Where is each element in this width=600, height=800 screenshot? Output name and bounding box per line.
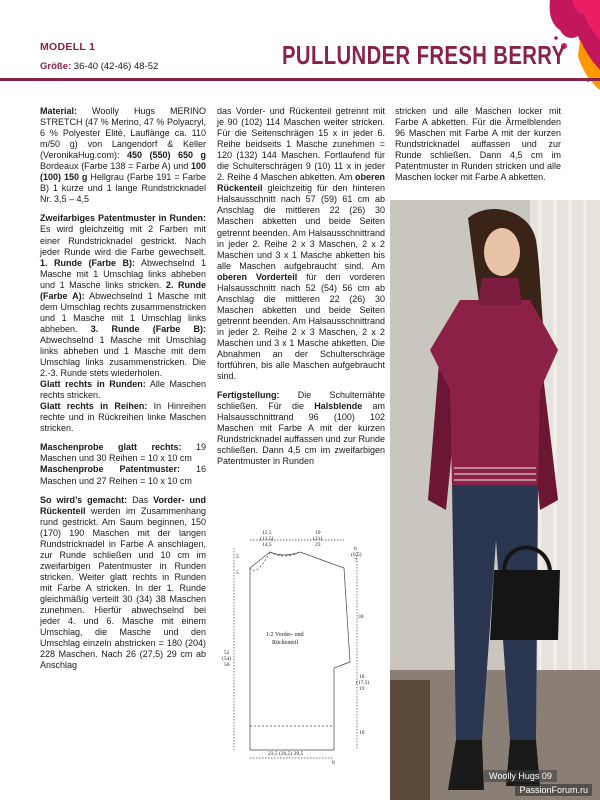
round-2-text: Abwechselnd 1 Masche mit dem Umschlag rechts zusammenstricken und 1 Masche mit 1 Umschlag links abheben. [40,290,206,334]
gauge-1-text: 19 Maschen und 30 Reihen = 10 x 10 cm [40,442,206,464]
dim-left-5a: 5 [236,554,239,560]
face [484,228,520,276]
finishing-heading: Fertigstellung: [217,390,280,401]
round-1-text: Abwechselnd 1 Masche mit 1 Umschlag links abheben und 1 Masche links stricken. [40,257,206,290]
material-text-2: Bordeaux (Farbe 138 = Farbe A) und [40,161,191,172]
instructions-continued-1: das Vorder- und Rückenteil getrennt mit je 90 (102) 114 Maschen weiter stricken. Für die Seitenschrägen 15 x in jeder 6. Reihe beidseits 1 Masche zunehmen = 120 (132) 144 Maschen. Fortlaufend für die Schulterschrägen 9 (10) 11 x in jeder 2. Reihe 4 Maschen abketten. Am [217,106,385,183]
size-label: Größe: [40,61,72,72]
pattern-heading: Zweifarbiges Patentmuster in Runden: [40,213,206,224]
round-3-heading: 3. Runde (Farbe B): [90,323,206,334]
dim-top-right-2: (21) [313,536,323,542]
dim-left-52-1: 52 [224,650,230,656]
size-value: 36-40 (42-46) 48-52 [71,61,159,72]
finishing-text-2: am Halsausschnittrand 96 (100) 102 Maschen mit Farbe A mit der kurzen Rundstricknadel auffassen und zur Runde schließen. Dann 4,5 cm im zweifarbigen Patentmuster in Runden [217,401,385,467]
dim-right-16-1: 16 [359,674,365,680]
dim-top-right-3: 23 [315,542,321,548]
material-amount-b: 100 (100) 150 g [40,161,206,183]
material-heading: Material: [40,106,78,116]
handbag [490,570,560,640]
schematic-back-neck [270,552,300,556]
material-amount-a: 450 (550) 650 g [127,150,206,161]
schematic-outline [250,552,350,750]
dim-left-52-2: (54) [222,656,232,662]
text-column-1 [40,106,206,679]
instructions-text: werden im Zusammenhang rund gestrickt. Am Saum beginnen, 150 (170) 190 Maschen mit der langen Rundstricknadel in Farbe A anschlagen, zur Runde schließen und 10 cm im zweifarbigen Patentmuster in Runden stricken. Weiter glatt rechts in Runden mit Farbe A stricken. In der 1. Runde gleichmäßig verteilt 30 (34) 38 Maschen zunehmen. Hierfür abwechselnd bei jeder 4. und 6. Masche mit einem Umschlag, die Masche und den Umschlag einzeln abstricken = 180 (204) 228 Maschen. Nach 26 (27,5) 29 cm ab Anschlag [40,505,206,671]
instructions-continued-3: für den vorderen Halsausschnitt nach 52 (54) 56 cm ab Anschlag die mittleren 22 (26) 30 Maschen abketten und beide Seiten getrennt beenden. Am Halsausschnittrand in jeder 2. Reihe 2 x 3 Maschen, 2 x 2 Maschen und 3 x 1 Masche abketten. Die Abnahmen an der Schulterschräge fortführen, bis alle Maschen aufgebraucht sind. [217,271,385,382]
knitting-schematic [222,528,372,768]
dim-bottom-8: 8 [332,760,335,766]
model-number: MODELL 1 [40,41,96,53]
dim-right-6-3: 7 [354,558,357,564]
gauge-2-text: 16 Maschen und 27 Reihen = 10 x 10 cm [40,464,207,486]
gauge-1-heading: Maschenprobe glatt rechts: [40,442,182,453]
dim-top-left-1: 12,5 [262,530,272,536]
dim-left-5b: 5 [236,570,239,576]
dim-right-10: 10 [359,730,365,736]
dim-right-30: 30 [358,614,364,620]
upper-front-heading: oberen Vorderteil [217,271,298,282]
dim-right-6-1: 6 [354,546,357,552]
schematic-label-1: 1/2 Vorder- und [266,632,304,638]
finishing-text-3: stricken und alle Maschen locker mit Farbe A abketten. Für die Ärmelblenden 96 Maschen mit Farbe A mit der kurzen Rundstricknadel auffassen und zur Runde schließen. Dann 4,5 cm im Patentmuster in Runden stricken und alle Maschen locker mit Farbe A abketten. [395,106,561,183]
stockinette-rounds-text: Alle Maschen rechts stricken. [40,379,206,401]
model-photo [390,200,600,800]
header-rule [0,78,600,81]
footer-brand: Woolly Hugs 09 [484,770,557,782]
dim-top-right-1: 19 [315,530,321,536]
dim-top-left-3: 14,5 [262,542,272,548]
footer-site: PassionForum.ru [515,784,592,796]
pattern-text: Es wird gleichzeitig mit 2 Farben mit einer Rundstricknadel gestrickt. Nach jeder Runde wird die Farbe gewechselt. [40,224,206,257]
round-3-text: Abwechselnd 1 Masche mit Umschlag links abheben und 1 Masche mit dem Umschlag links zusammenstricken. Die 2.-3. Runde stets wiederholen. [40,334,206,379]
instructions-connector: Das [127,494,154,505]
round-2-heading: 2. Runde (Farbe A): [40,279,206,301]
neckband-heading: Halsblende [314,401,363,412]
gauge-2-heading: Maschenprobe Patentmuster: [40,464,181,475]
stockinette-rows-heading: Glatt rechts in Reihen: [40,401,148,412]
dim-left-52-3: 56 [224,662,230,668]
finishing-text-1: Die Schulternähte schließen. Für die [217,390,385,412]
upper-back-heading: oberen Rückenteil [217,172,385,194]
text-column-2 [217,106,385,476]
schematic-label-2: Rückenteil [272,640,298,646]
size-line [40,61,158,72]
dim-right-6-2: (6,5) [351,552,362,558]
stockinette-rows-text: In Hinreihen rechte und in Rückreihen linke Maschen stricken. [40,401,206,434]
stockinette-rounds-heading: Glatt rechts in Runden: [40,379,146,390]
instructions-part-heading: Vorder- und Rückenteil [40,494,206,516]
dim-top-left-2: (13,5) [260,536,274,542]
round-1-heading: 1. Runde (Farbe B): [40,257,135,268]
page-title: PULLUNDER FRESH BERRY [282,40,566,70]
instructions-heading: So wird’s gemacht: [40,494,128,505]
instructions-continued-2: gleichzeitig für den hinteren Halsausschnitt nach 57 (59) 61 cm ab Anschlag die mittleren 22 (26) 30 Maschen abketten und beide Seiten getrennt beenden. Am Halsausschnittrand in jeder 2. Reihe 2 x 3 Maschen, 2 x 2 Maschen und 3 x 1 Masche abketten bis alle Maschen aufgebraucht sind. Am [217,183,385,271]
dim-right-16-2: (17,5) [356,680,370,686]
material-text-3: Hellgrau (Farbe 191 = Farbe B) 1 kurze und 1 lange Rundstricknadel Nr. 3,5 – 4,5 [40,172,207,205]
dim-bottom-label: 23,5 (26,5) 29,5 [268,751,304,757]
text-column-3 [395,106,561,191]
sweater-collar [478,278,522,305]
material-text: Woolly Hugs MERINO STRETCH (47 % Merino, 47 % Polyacryl, 6 % Polyester Elité, Lauflänge ca. 110 m/50 g) von Langendorf & Keller (VeronikaHug.com): [40,106,206,161]
dim-right-16-3: 19 [359,686,365,692]
